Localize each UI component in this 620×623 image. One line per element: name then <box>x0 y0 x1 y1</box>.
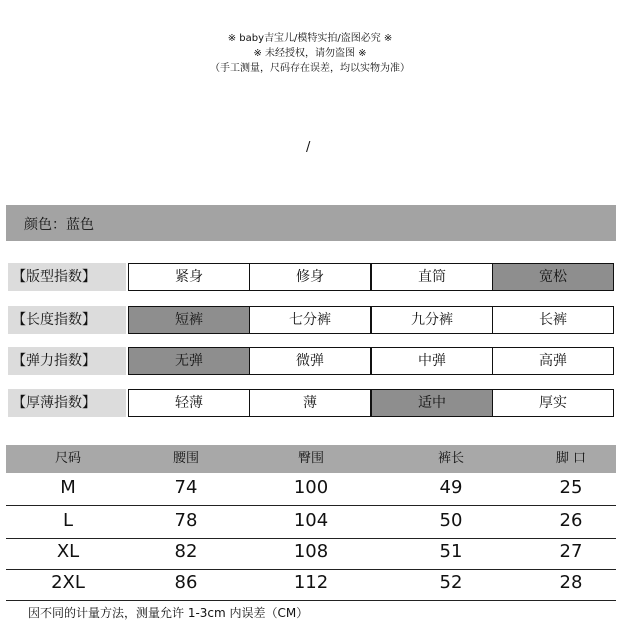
fit-option: 修身 <box>249 263 371 291</box>
header-hem: 脚 口 <box>555 451 587 466</box>
cell-hem: 28 <box>559 572 583 593</box>
fit-option: 直筒 <box>371 263 493 291</box>
measurement-footnote: 因不同的计量方法，测量允许 1-3cm 内误差（CM） <box>28 606 309 620</box>
fit-option: 紧身 <box>128 263 250 291</box>
cell-waist: 82 <box>174 541 198 562</box>
cell-hem: 26 <box>559 510 583 531</box>
cell-hip: 112 <box>293 572 329 593</box>
table-row <box>6 568 616 601</box>
cell-size: M <box>60 477 76 498</box>
notice-line-1: ※ baby吉宝儿/模特实拍/盗图必究 ※ <box>227 33 393 44</box>
stretch-option: 微弹 <box>249 347 371 375</box>
header-length: 裤长 <box>437 451 464 466</box>
table-row <box>6 506 616 539</box>
cell-length: 49 <box>439 477 463 498</box>
cell-size: 2XL <box>51 572 85 593</box>
stretch-index-label: 【弹力指数】 <box>8 347 126 375</box>
stretch-option-selected: 无弹 <box>128 347 250 375</box>
stretch-option: 高弹 <box>492 347 614 375</box>
cell-hem: 27 <box>559 541 583 562</box>
header-size: 尺码 <box>54 451 81 466</box>
thickness-option-selected: 适中 <box>371 389 493 417</box>
thickness-option: 薄 <box>249 389 371 417</box>
header-waist: 腰围 <box>172 451 199 466</box>
notice-line-3: （手工测量，尺码存在误差，均以实物为准） <box>210 63 410 74</box>
stretch-option: 中弹 <box>371 347 493 375</box>
cell-length: 52 <box>439 572 463 593</box>
table-row <box>6 537 616 570</box>
header-hip: 臀围 <box>297 451 324 466</box>
fit-option-selected: 宽松 <box>492 263 614 291</box>
length-option-selected: 短裤 <box>128 306 250 334</box>
cell-hip: 108 <box>293 541 329 562</box>
cell-hip: 104 <box>293 510 329 531</box>
cell-hem: 25 <box>559 477 583 498</box>
thickness-option: 厚实 <box>492 389 614 417</box>
cell-length: 50 <box>439 510 463 531</box>
thickness-option: 轻薄 <box>128 389 250 417</box>
length-option: 七分裤 <box>249 306 371 334</box>
cell-size: L <box>62 510 74 531</box>
fit-index-label: 【版型指数】 <box>8 263 126 291</box>
cell-hip: 100 <box>293 477 329 498</box>
length-option: 长裤 <box>492 306 614 334</box>
cell-waist: 86 <box>174 572 198 593</box>
table-row <box>6 473 616 506</box>
color-label: 颜色：蓝色 <box>24 217 94 233</box>
color-bar <box>6 205 616 241</box>
size-table-header <box>6 445 616 473</box>
length-option: 九分裤 <box>371 306 493 334</box>
cell-size: XL <box>56 541 80 562</box>
notice-line-2: ※ 未经授权，请勿盗图 ※ <box>253 48 367 59</box>
cell-waist: 74 <box>174 477 198 498</box>
thickness-index-label: 【厚薄指数】 <box>8 389 126 417</box>
cell-waist: 78 <box>174 510 198 531</box>
cell-length: 51 <box>439 541 463 562</box>
length-index-label: 【长度指数】 <box>8 306 126 334</box>
separator-slash: / <box>306 140 311 155</box>
